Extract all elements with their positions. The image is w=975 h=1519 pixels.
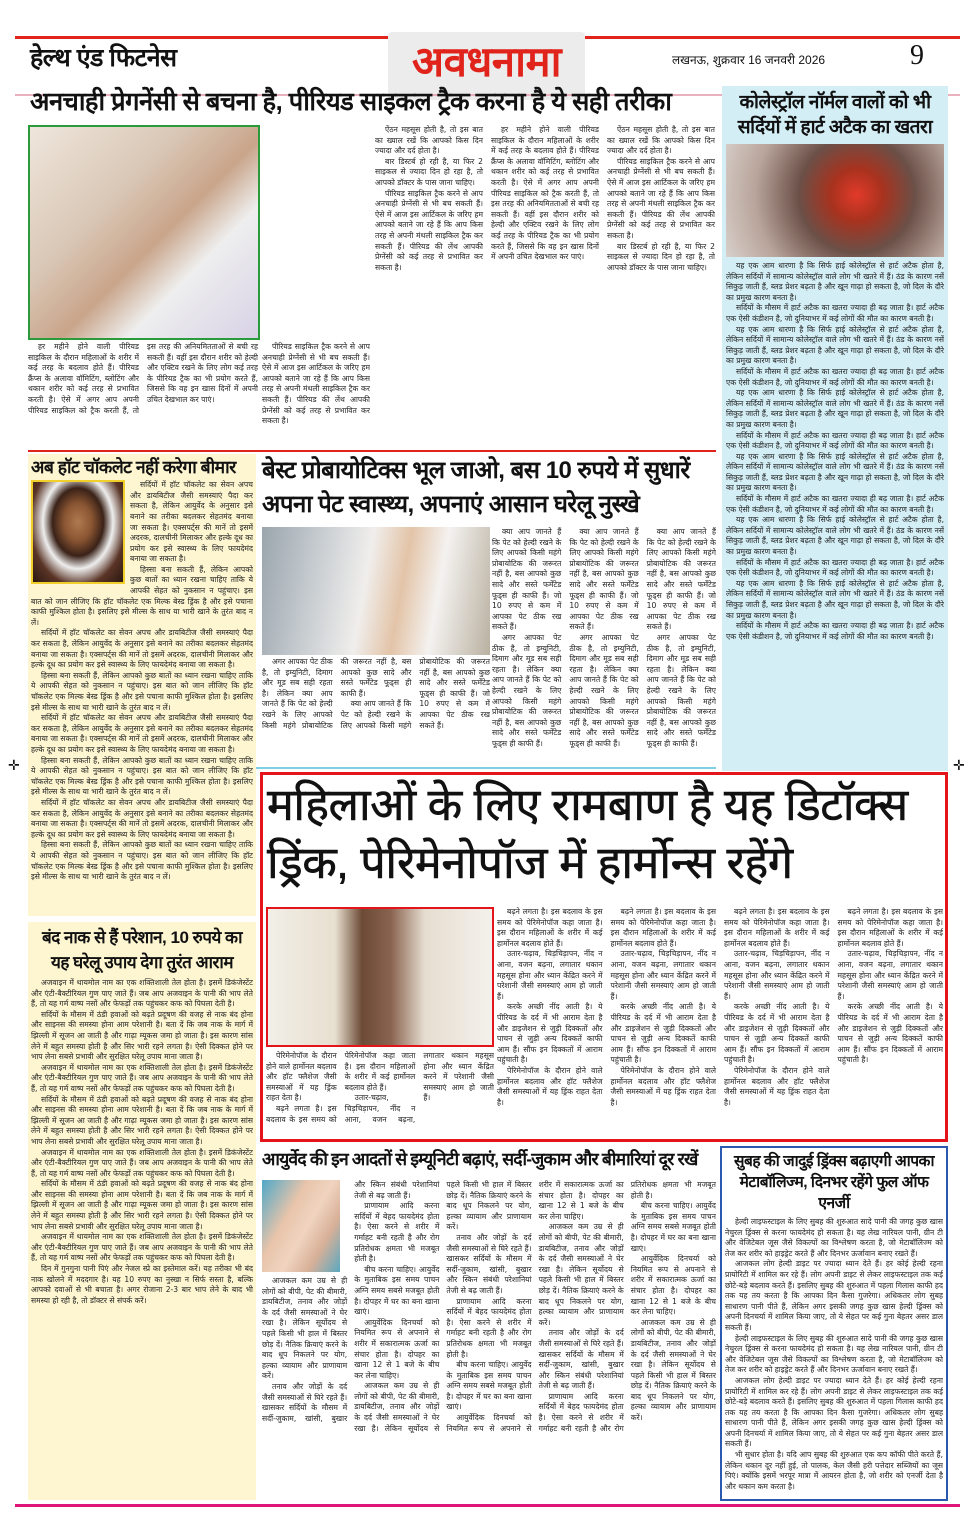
pregnancy-body-left bbox=[28, 342, 258, 442]
logo-text: अवधनामा bbox=[412, 38, 561, 85]
article-paragraph: करके अच्छी नींद आती है। ये पीरियड के दर्द में भी आराम देता है और डाइजेशन से जुड़ी दिक्कतों और पाचन से जुड़ी अन्य दिक्कतें काफी आम हैं। सौंफ इन दिक्कतों में आराम पहुंचाती है। bbox=[497, 1002, 603, 1065]
headline-hot-chocolate: अब हॉट चॉकलेट नहीं करेगा बीमार bbox=[31, 457, 236, 477]
article-paragraph: प्राणायाम आदि करना सर्दियों में बेहद फायदेमंद होता है। ऐसा करने से शरीर में गर्माहट बनी रहती है और रोग प्रतिरोधक क्षमता भी मजबूत होती है। bbox=[446, 1296, 532, 1359]
article-paragraph: हर महीने होने वाली पीरियड साइकिल के दौरान महिलाओं के शरीर में कई तरह के बदलाव होते हैं। पीरियड क्रैंप्स के अलावा वॉमिटिंग, ब्लोटिंग और थकान शरीर को कई तरह से प्रभावित करती है। ऐसे में अगर आप अपनी पीरियड साइकिल को ट्रैक करती हैं, तो इस तरह की अनियमितताओं से बची रह सकती हैं। वहीं इस दौरान शरीर को हेल्दी और एक्टिव रखने के लिए लोग कई तरह के पीरियड ट्रैक का भी प्रयोग करते हैं, जिससे कि वह इन खास दिनों में अपनी उचित देखभाल कर पाएं। bbox=[491, 125, 599, 262]
detox-body-right bbox=[497, 907, 943, 1135]
article-paragraph: हेल्दी लाइफस्टाइल के लिए सुबह की शुरुआत सादे पानी की जगह कुछ खास नेचुरल ड्रिंक्स से करना फायदेमंद हो सकता है। यह लेख नारियल पानी, ग्रीन टी और वेजिटेबल जूस जैसे विकल्पों का विश्लेषण करता है, जो मेटाबॉलिज्म को तेज कर शरीर को हाइड्रेट करते हैं और दिनभर ऊर्जावान बनाए रखते हैं। bbox=[725, 1333, 943, 1375]
headline-ayurveda: आयुर्वेद की इन आदतों से इम्यूनिटी बढ़ाएं, सर्दी-जुकाम और बीमारियां दूर रखें bbox=[262, 1149, 698, 1169]
ayurveda-photo bbox=[262, 1180, 340, 1272]
cholesterol-box bbox=[722, 86, 948, 771]
article-paragraph: आयुर्वेदिक दिनचर्या को नियमित रूप से अपनाने से शरीर में सकारात्मक ऊर्जा का संचार होता है। दोपहर का खाना 12 से 1 बजे के बीच कर लेना चाहिए। bbox=[630, 1254, 716, 1317]
article-paragraph: आयुर्वेदिक दिनचर्या को नियमित रूप से अपनाने से शरीर में सकारात्मक ऊर्जा का संचार होता है। दोपहर का खाना 12 से 1 बजे के बीच कर लेना चाहिए। bbox=[354, 1317, 440, 1380]
article-paragraph: बढ़ने लगता है। इस बदलाव के इस समय को पेरिमेनोपॉज कहा जाता है। इस दौरान महिलाओं के शरीर में कई हार्मोनल बदलाव होते हैं। bbox=[610, 907, 716, 948]
article-paragraph: हेल्दी लाइफस्टाइल के लिए सुबह की शुरुआत सादे पानी की जगह कुछ खास नेचुरल ड्रिंक्स से करना फायदेमंद हो सकता है। यह लेख नारियल पानी, ग्रीन टी और वेजिटेबल जूस जैसे विकल्पों का विश्लेषण करता है, जो मेटाबॉलिज्म को तेज कर शरीर को हाइड्रेट करते हैं और दिनभर ऊर्जावान बनाए रखते हैं। bbox=[725, 1217, 943, 1258]
article-paragraph: बीच करना चाहिए। आयुर्वेद के मुताबिक इस समय पाचन अग्नि समय सबसे मजबूत होती है। दोपहर में घर का बना खाना खाएं। bbox=[630, 1201, 716, 1253]
headline-probiotic: बेस्ट प्रोबायोटिक्स भूल जाओ, बस 10 रुपये में सुधारें अपना पेट स्वास्थ्य, अपनाएं आसान घरेलू नुस्खे bbox=[262, 457, 690, 518]
article-paragraph: पीरियड साइकिल ट्रैक करने से आप अनचाही प्रेग्नेंसी से भी बच सकती हैं। ऐसे में आज इस आर्टिकल के जरिए हम आपको बताने जा रहे हैं कि आप किस तरह से अपनी मंथली साइकिल ट्रैक कर सकती हैं। पीरियड की लेंथ आपकी प्रेग्नेंसी को कई तरह से प्रभावित कर सकता है। bbox=[607, 156, 715, 240]
article-paragraph: भी सुधार होता है। यदि आप सुबह की शुरुआत एक कप कॉफी पीते करते हैं, लेकिन थकान दूर नहीं हुई, तो पालक, केल जैसी हरी पत्तेदार सब्जियों का जूस पिएं। क्योंकि इसमें भरपूर मात्रा में आयरन होता है, जो शरीर को एनर्जी देता है और थकान कम करता है। bbox=[725, 1450, 943, 1491]
article-paragraph: यह एक आम धारणा है कि सिर्फ हाई कोलेस्ट्रॉल से हार्ट अटैक होता है, लेकिन सर्दियों में सामान्य कोलेस्ट्रॉल वाले लोग भी खतरे में हैं। ठंड के कारण नसें सिकुड़ जाती हैं, ब्लड प्रेशर बढ़ता है और खून गाढ़ा हो सकता है, जो दिल के दौरे का प्रमुख कारण बनता है। bbox=[726, 388, 944, 429]
article-paragraph: प्राणायाम आदि करना सर्दियों में बेहद फायदेमंद होता है। ऐसा करने से शरीर में गर्माहट बनी रहती है और रोग प्रतिरोधक क्षमता भी मजबूत होती है। bbox=[354, 1201, 440, 1264]
headline-cholesterol: कोलेस्ट्रॉल नॉर्मल वालों को भी सर्दियों में हार्ट अटैक का खतरा bbox=[737, 92, 933, 138]
article-paragraph: करके अच्छी नींद आती है। ये पीरियड के दर्द में भी आराम देता है और डाइजेशन से जुड़ी दिक्कतों और पाचन से जुड़ी अन्य दिक्कतें काफी आम हैं। सौंफ इन दिक्कतों में आराम पहुंचाती है। bbox=[837, 1002, 943, 1065]
article-paragraph: तनाव और जोड़ों के दर्द जैसी समस्याओं से घिरे रहते हैं। खासकर सर्दियों के मौसम में सर्दी-जुकाम, खांसी, बुखार और स्किन संबंधी परेशानियां तेजी से बढ़ जाती हैं। bbox=[446, 1232, 532, 1295]
article-paragraph: प्राणायाम आदि करना सर्दियों में बेहद फायदेमंद होता है। ऐसा करने से शरीर में गर्माहट बनी रहती है और रोग प्रतिरोधक क्षमता भी मजबूत होती है। bbox=[538, 1180, 716, 1433]
article-paragraph: सर्दियों में हॉट चॉकलेट का सेवन अपच और डायबिटीज जैसी समस्याएं पैदा कर सकता है, लेकिन आयुर्वेद के अनुसार इसे बनाने का तरीका बदलकर सेहतमंद बनाया जा सकता है। एक्सपर्ट्स की मानें तो इसमें अदरक, दालचीनी मिलाकर और हल्के दूध का प्रयोग कर इसे स्वास्थ्य के लिए फायदेमंद बनाया जा सकता है। bbox=[31, 628, 253, 670]
hot-chocolate-box bbox=[28, 454, 256, 916]
hot-chocolate-photo bbox=[31, 480, 125, 584]
article-paragraph: तनाव और जोड़ों के दर्द जैसी समस्याओं से घिरे रहते हैं। खासकर सर्दियों के मौसम में सर्दी-जुकाम, खांसी, बुखार और स्किन संबंधी परेशानियां तेजी से बढ़ जाती हैं। bbox=[538, 1328, 624, 1391]
probiotic-body-right bbox=[492, 527, 716, 760]
article-paragraph: सर्दियों के मौसम में हार्ट अटैक का खतरा ज्यादा ही बढ़ जाता है। हार्ट अटैक एक ऐसी कंडीशन है, जो दुनियाभर में कई लोगों की मौत का कारण बनती है। bbox=[726, 366, 944, 387]
article-paragraph: सर्दियों में हॉट चॉकलेट का सेवन अपच और डायबिटीज जैसी समस्याएं पैदा कर सकता है, लेकिन आयुर्वेद के अनुसार इसे बनाने का तरीका बदलकर सेहतमंद बनाया जा सकता है। एक्सपर्ट्स की मानें तो इसमें अदरक, दालचीनी मिलाकर और हल्के दूध का प्रयोग कर इसे स्वास्थ्य के लिए फायदेमंद बनाया जा सकता है। bbox=[31, 713, 253, 754]
article-paragraph: उतार-चढ़ाव, चिड़चिड़ापन, नींद न आना, वजन बढ़ना, लगातार थकान महसूस होना और ध्यान केंद्रित करने में परेशानी जैसी समस्याएं आम हो जाती हैं। bbox=[837, 949, 943, 1001]
article-paragraph: बढ़ने लगता है। इस बदलाव के इस समय को पेरिमेनोपॉज कहा जाता है। इस दौरान महिलाओं के शरीर में कई हार्मोनल बदलाव होते हैं। bbox=[497, 907, 603, 948]
article-paragraph: सर्दियों के मौसम में ठंडी हवाओं को बढ़ते प्रदूषण की वजह से नाक बंद होना और साइनस की समस्या होना आम परेशानी है। बता दें कि जब नाक के मार्ग में झिल्ली में सूजन आ जाती है और गाढ़ा म्यूकस जमा हो जाता है। इस कारण सांस लेने में बहुत समस्या होती है और सिर भारी रहने लगता है। ऐसी दिक्कत होने पर भाप लेना सबसे प्रभावी और सुरक्षित घरेलू उपाय माना जाता है। bbox=[31, 1094, 253, 1146]
headline-nasal: बंद नाक से हैं परेशान, 10 रुपये का यह घरेलू उपाय देगा तुरंत आराम bbox=[42, 928, 242, 972]
article-paragraph: ऐंठन महसूस होती है, तो इस बात का ख्याल रखें कि आपको किस दिन ज्यादा और दर्द होता है। bbox=[375, 125, 483, 156]
headline-pregnancy: अनचाही प्रेगनेंसी से बचना है, पीरियड साइकल ट्रैक करना है ये सही तरीका bbox=[30, 88, 672, 116]
article-paragraph: सर्दियों के मौसम में ठंडी हवाओं को बढ़ते प्रदूषण की वजह से नाक बंद होना और साइनस की समस्या होना आम परेशानी है। बता दें कि जब नाक के मार्ग में झिल्ली में सूजन आ जाती है और गाढ़ा म्यूकस जमा हो जाता है। इस कारण सांस लेने में बहुत समस्या होती है और सिर भारी रहने लगता है। ऐसी दिक्कत होने पर भाप लेना सबसे प्रभावी और सुरक्षित घरेलू उपाय माना जाता है। bbox=[31, 1009, 253, 1062]
article-paragraph: यह एक आम धारणा है कि सिर्फ हाई कोलेस्ट्रॉल से हार्ट अटैक होता है, लेकिन सर्दियों में सामान्य कोलेस्ट्रॉल वाले लोग भी खतरे में हैं। ठंड के कारण नसें सिकुड़ जाती हैं, ब्लड प्रेशर बढ़ता है और खून गाढ़ा हो सकता है, जो दिल के दौरे का प्रमुख कारण बनता है। bbox=[726, 451, 944, 493]
probiotic-body-left bbox=[262, 657, 490, 760]
article-paragraph: उतार-चढ़ाव, चिड़चिड़ापन, नींद न आना, वजन बढ़ना, लगातार थकान महसूस होना और ध्यान केंद्रित करने में परेशानी जैसी समस्याएं आम हो जाती हैं। bbox=[724, 949, 830, 1001]
article-paragraph: आजकल कम उम्र से ही लोगों को बीपी, पेट की बीमारी, डायबिटीज, तनाव और जोड़ों के दर्द जैसी समस्याओं ने घेर रखा है। लेकिन सूर्योदय से पहले किसी भी हाल में बिस्तर छोड़ दें। नैतिक क्रियाएं करने के बाद धूप निकलने पर योग, हल्का व्यायाम और प्राणायाम करें। bbox=[538, 1222, 624, 1327]
article-paragraph: हिस्सा बना सकती हैं, लेकिन आपको कुछ बातों का ध्यान रखना चाहिए ताकि ये आपकी सेहत को नुकसान न पहुंचाए। इस बात को जान लीजिए कि हॉट चॉकलेट एक मिल्क बेस्ड ड्रिंक है और इसे पचाना काफी मुश्किल होता है। इसलिए इसे मील्स के साथ या भारी खाने के तुरंत बाद न लें। bbox=[31, 755, 253, 797]
nasal-body bbox=[31, 978, 253, 1498]
article-paragraph: उतार-चढ़ाव, चिड़चिड़ापन, नींद न आना, वजन बढ़ना, लगातार थकान महसूस होना और ध्यान केंद्रित करने में परेशानी जैसी समस्याएं आम हो जाती हैं। bbox=[344, 1051, 494, 1124]
article-paragraph: अजवाइन में थायमोल नाम का एक शक्तिशाली तेल होता है। इसमें डिकंजेस्टेंट और एंटी-बैक्टीरियल गुण पाए जाते हैं। जब आप अजवाइन के पानी की भाप लेते हैं, तो यह गर्म वाष्प नसों और फेफड़ों तक पहुंचकर कफ को पिघला देती है। bbox=[31, 1147, 253, 1178]
article-paragraph: हिस्सा बना सकती हैं, लेकिन आपको कुछ बातों का ध्यान रखना चाहिए ताकि ये आपकी सेहत को नुकसान न पहुंचाए। इस बात को जान लीजिए कि हॉट चॉकलेट एक मिल्क बेस्ड ड्रिंक है और इसे पचाना काफी मुश्किल होता है। इसलिए इसे मील्स के साथ या भारी खाने के तुरंत बाद न लें। bbox=[31, 564, 253, 627]
article-paragraph: आजकल कम उम्र से ही लोगों को बीपी, पेट की बीमारी, डायबिटीज, तनाव और जोड़ों के दर्द जैसी समस्याओं ने घेर रखा है। लेकिन सूर्योदय से पहले किसी भी हाल में बिस्तर छोड़ दें। नैतिक क्रियाएं करने के बाद धूप निकलने पर योग, हल्का व्यायाम और प्राणायाम करें। bbox=[630, 1317, 716, 1423]
article-paragraph: सर्दियों के मौसम में हार्ट अटैक का खतरा ज्यादा ही बढ़ जाता है। हार्ट अटैक एक ऐसी कंडीशन है, जो दुनियाभर में कई लोगों की मौत का कारण बनती है। bbox=[726, 621, 944, 641]
bottom-rule bbox=[15, 1504, 960, 1507]
article-paragraph: बार डिस्टर्ब हो रही है, या फिर 2 साइकल से ज्यादा दिन हो रहा है, तो आपको डॉक्टर के पास जाना चाहिए। bbox=[607, 241, 715, 272]
article-paragraph: पेरिमेनोपॉज के दौरान होने वाले हार्मोनल बदलाव और हॉट फ्लैशेज जैसी समस्याओं में यह ड्रिंक राहत देता है। bbox=[497, 1065, 603, 1107]
article-paragraph: क्या आप जानते हैं कि पेट को हेल्दी रखने के लिए आपको किसी महंगे प्रोबायोटिक की जरूरत नहीं है, बस आपको कुछ सादे और सस्ते फर्मेंटेड फूड्स ही काफी हैं। जो 10 रुपए से कम में आपका पेट ठीक रख सकते हैं। bbox=[569, 527, 639, 632]
article-paragraph: यह एक आम धारणा है कि सिर्फ हाई कोलेस्ट्रॉल से हार्ट अटैक होता है, लेकिन सर्दियों में सामान्य कोलेस्ट्रॉल वाले लोग भी खतरे में हैं। ठंड के कारण नसें सिकुड़ जाती हैं, ब्लड प्रेशर बढ़ता है और खून गाढ़ा हो सकता है, जो दिल के दौरे का प्रमुख कारण बनता है। bbox=[726, 261, 944, 302]
article-paragraph: पेरिमेनोपॉज के दौरान होने वाले हार्मोनल बदलाव और हॉट फ्लैशेज जैसी समस्याओं में यह ड्रिंक राहत देता है। bbox=[610, 1065, 716, 1107]
headline-detox-1: महिलाओं के लिए रामबाण है यह डिटॉक्स bbox=[267, 779, 908, 830]
article-paragraph: अजवाइन में थायमोल नाम का एक शक्तिशाली तेल होता है। इसमें डिकंजेस्टेंट और एंटी-बैक्टीरियल गुण पाए जाते हैं। जब आप अजवाइन के पानी की भाप लेते हैं, तो यह गर्म वाष्प नसों और फेफड़ों तक पहुंचकर कफ को पिघला देती है। bbox=[31, 978, 253, 1009]
metabolism-body bbox=[725, 1217, 943, 1517]
article-paragraph: बढ़ने लगता है। इस बदलाव के इस समय को पेरिमेनोपॉज कहा जाता है। इस दौरान महिलाओं के शरीर में कई हार्मोनल बदलाव होते हैं। bbox=[266, 1051, 416, 1124]
headline-metabolism: सुबह की जादुई ड्रिंक्स बढ़ाएगी आपका मेटाबॉलिज्म, दिनभर रहेंगे फुल ऑफ एनर्जी bbox=[734, 1153, 934, 1212]
article-paragraph: आजकल कम उम्र से ही लोगों को बीपी, पेट की बीमारी, डायबिटीज, तनाव और जोड़ों के दर्द जैसी समस्याओं ने घेर रखा है। लेकिन सूर्योदय से पहले किसी भी हाल में बिस्तर छोड़ दें। नैतिक क्रियाएं करने के बाद धूप निकलने पर योग, हल्का व्यायाम और प्राणायाम करें। bbox=[354, 1180, 532, 1433]
article-paragraph: सर्दियों के मौसम में हार्ट अटैक का खतरा ज्यादा ही बढ़ जाता है। हार्ट अटैक एक ऐसी कंडीशन है, जो दुनियाभर में कई लोगों की मौत का कारण बनती है। bbox=[726, 557, 944, 578]
article-paragraph: बीच करना चाहिए। आयुर्वेद के मुताबिक इस समय पाचन अग्नि समय सबसे मजबूत होती है। दोपहर में घर का बना खाना खाएं। bbox=[354, 1264, 440, 1317]
article-paragraph: हर महीने होने वाली पीरियड साइकिल के दौरान महिलाओं के शरीर में कई तरह के बदलाव होते हैं। पीरियड क्रैंप्स के अलावा वॉमिटिंग, ब्लोटिंग और थकान शरीर को कई तरह से प्रभावित करती है। ऐसे में अगर आप अपनी पीरियड साइकिल को ट्रैक करती हैं, तो इस तरह की अनियमितताओं से बची रह सकती हैं। वहीं इस दौरान शरीर को हेल्दी और एक्टिव रखने के लिए लोग कई तरह के पीरियड ट्रैक का भी प्रयोग करते हैं, जिससे कि वह इन खास दिनों में अपनी उचित देखभाल कर पाएं। bbox=[28, 342, 258, 415]
hot-chocolate-body bbox=[31, 480, 253, 910]
pregnancy-body-right bbox=[262, 342, 370, 442]
probiotic-photo bbox=[262, 527, 490, 655]
article-paragraph: यह एक आम धारणा है कि सिर्फ हाई कोलेस्ट्रॉल से हार्ट अटैक होता है, लेकिन सर्दियों में सामान्य कोलेस्ट्रॉल वाले लोग भी खतरे में हैं। ठंड के कारण नसें सिकुड़ जाती हैं, ब्लड प्रेशर बढ़ता है और खून गाढ़ा हो सकता है, जो दिल के दौरे का प्रमुख कारण बनता है। bbox=[726, 578, 944, 620]
article-paragraph: ऐंठन महसूस होती है, तो इस बात का ख्याल रखें कि आपको किस दिन ज्यादा और दर्द होता है। bbox=[607, 125, 715, 156]
article-paragraph: उतार-चढ़ाव, चिड़चिड़ापन, नींद न आना, वजन बढ़ना, लगातार थकान महसूस होना और ध्यान केंद्रित करने में परेशानी जैसी समस्याएं आम हो जाती हैं। bbox=[610, 949, 716, 1001]
article-paragraph: क्या आप जानते हैं कि पेट को हेल्दी रखने के लिए आपको किसी महंगे प्रोबायोटिक की जरूरत नहीं है, बस आपको कुछ सादे और सस्ते फर्मेंटेड फूड्स ही काफी हैं। जो 10 रुपए से कम में आपका पेट ठीक रख सकते हैं। bbox=[340, 657, 490, 730]
article-paragraph: यह एक आम धारणा है कि सिर्फ हाई कोलेस्ट्रॉल से हार्ट अटैक होता है, लेकिन सर्दियों में सामान्य कोलेस्ट्रॉल वाले लोग भी खतरे में हैं। ठंड के कारण नसें सिकुड़ जाती हैं, ब्लड प्रेशर बढ़ता है और खून गाढ़ा हो सकता है, जो दिल के दौरे का प्रमुख कारण बनता है। bbox=[726, 324, 944, 366]
article-paragraph: बढ़ने लगता है। इस बदलाव के इस समय को पेरिमेनोपॉज कहा जाता है। इस दौरान महिलाओं के शरीर में कई हार्मोनल बदलाव होते हैं। bbox=[724, 907, 830, 948]
section-divider bbox=[28, 450, 716, 452]
article-paragraph: पीरियड साइकिल ट्रैक करने से आप अनचाही प्रेग्नेंसी से भी बच सकती हैं। ऐसे में आज इस आर्टिकल के जरिए हम आपको बताने जा रहे हैं कि आप किस तरह से अपनी मंथली साइकिल ट्रैक कर सकती हैं। पीरियड की लेंथ आपकी प्रेग्नेंसी को कई तरह से प्रभावित कर सकता है। bbox=[262, 342, 370, 426]
article-paragraph: सर्दियों में हॉट चॉकलेट का सेवन अपच और डायबिटीज जैसी समस्याएं पैदा कर सकता है, लेकिन आयुर्वेद के अनुसार इसे बनाने का तरीका बदलकर सेहतमंद बनाया जा सकता है। एक्सपर्ट्स की मानें तो इसमें अदरक, दालचीनी मिलाकर और हल्के दूध का प्रयोग कर इसे स्वास्थ्य के लिए फायदेमंद बनाया जा सकता है। bbox=[130, 480, 253, 564]
detox-box bbox=[260, 772, 948, 1142]
dateline: लखनऊ, शुक्रवार 16 जनवरी 2026 bbox=[672, 53, 826, 67]
article-paragraph: बार डिस्टर्ब हो रही है, या फिर 2 साइकल से ज्यादा दिन हो रहा है, तो आपको डॉक्टर के पास जाना चाहिए। bbox=[375, 156, 483, 187]
metabolism-box bbox=[720, 1146, 948, 1501]
article-paragraph: सर्दियों के मौसम में ठंडी हवाओं को बढ़ते प्रदूषण की वजह से नाक बंद होना और साइनस की समस्या होना आम परेशानी है। बता दें कि जब नाक के मार्ग में झिल्ली में सूजन आ जाती है और गाढ़ा म्यूकस जमा हो जाता है। इस कारण सांस लेने में बहुत समस्या होती है और सिर भारी रहने लगता है। ऐसी दिक्कत होने पर भाप लेना सबसे प्रभावी और सुरक्षित घरेलू उपाय माना जाता है। bbox=[31, 1179, 253, 1231]
cholesterol-body bbox=[726, 261, 944, 766]
nasal-box bbox=[28, 922, 256, 1500]
article-paragraph: उतार-चढ़ाव, चिड़चिड़ापन, नींद न आना, वजन बढ़ना, लगातार थकान महसूस होना और ध्यान केंद्रित करने में परेशानी जैसी समस्याएं आम हो जाती हैं। bbox=[497, 949, 603, 1001]
article-paragraph: क्या आप जानते हैं कि पेट को हेल्दी रखने के लिए आपको किसी महंगे प्रोबायोटिक की जरूरत नहीं है, बस आपको कुछ सादे और सस्ते फर्मेंटेड फूड्स ही काफी हैं। जो 10 रुपए से कम में आपका पेट ठीक रख सकते हैं। bbox=[646, 527, 716, 632]
article-paragraph: हिस्सा बना सकती हैं, लेकिन आपको कुछ बातों का ध्यान रखना चाहिए ताकि ये आपकी सेहत को नुकसान न पहुंचाए। इस बात को जान लीजिए कि हॉट चॉकलेट एक मिल्क बेस्ड ड्रिंक है और इसे पचाना काफी मुश्किल होता है। इसलिए इसे मील्स के साथ या भारी खाने के तुरंत बाद न लें। bbox=[31, 840, 253, 882]
article-paragraph: बीच करना चाहिए। आयुर्वेद के मुताबिक इस समय पाचन अग्नि समय सबसे मजबूत होती है। दोपहर में घर का बना खाना खाएं। bbox=[446, 1360, 532, 1412]
article-paragraph: पेरिमेनोपॉज के दौरान होने वाले हार्मोनल बदलाव और हॉट फ्लैशेज जैसी समस्याओं में यह ड्रिंक राहत देता है। bbox=[724, 1065, 830, 1107]
article-paragraph: करके अच्छी नींद आती है। ये पीरियड के दर्द में भी आराम देता है और डाइजेशन से जुड़ी दिक्कतों और पाचन से जुड़ी अन्य दिक्कतें काफी आम हैं। सौंफ इन दिक्कतों में आराम पहुंचाती है। bbox=[610, 1002, 716, 1065]
article-paragraph: अजवाइन में थायमोल नाम का एक शक्तिशाली तेल होता है। इसमें डिकंजेस्टेंट और एंटी-बैक्टीरियल गुण पाए जाते हैं। जब आप अजवाइन के पानी की भाप लेते हैं, तो यह गर्म वाष्प नसों और फेफड़ों तक पहुंचकर कफ को पिघला देती है। bbox=[31, 1232, 253, 1263]
cyan-rule bbox=[256, 767, 716, 769]
article-paragraph: आजकल लोग हेल्दी डाइट पर ज्यादा ध्यान देते हैं। हर कोई हेल्दी रहना प्रायोरिटी में शामिल कर रहे हैं। लोग अपनी डाइट से लेकर लाइफस्टाइल तक कई छोटे-बड़े बदलाव करते हैं। इसलिए सुबह की शुरुआत में पहला गिलास काफी हद तक यह तय करता है कि आपका दिन कैसा गुजरेगा। अधिकतर लोग सुबह साधारण पानी पीते हैं, लेकिन अगर इसकी जगह कुछ खास हेल्दी ड्रिंक्स को अपनी दिनचर्या में शामिल किया जाए, तो ये सेहत पर कई गुना बेहतर असर डाल सकती हैं। bbox=[725, 1259, 943, 1332]
article-paragraph: अगर आपका पेट ठीक है, तो इम्युनिटी, दिमाग और मूड सब सही रहता है। लेकिन क्या आप जानते हैं कि पेट को हेल्दी रखने के लिए आपको किसी महंगे प्रोबायोटिक की जरूरत नहीं है, बस आपको कुछ सादे और सस्ते फर्मेंटेड फूड्स ही काफी हैं। bbox=[262, 657, 412, 730]
article-paragraph: क्या आप जानते हैं कि पेट को हेल्दी रखने के लिए आपको किसी महंगे प्रोबायोटिक की जरूरत नहीं है, बस आपको कुछ सादे और सस्ते फर्मेंटेड फूड्स ही काफी हैं। जो 10 रुपए से कम में आपका पेट ठीक रख सकते हैं। bbox=[492, 527, 562, 632]
pregnancy-photo bbox=[28, 125, 260, 340]
article-paragraph: आजकल लोग हेल्दी डाइट पर ज्यादा ध्यान देते हैं। हर कोई हेल्दी रहना प्रायोरिटी में शामिल कर रहे हैं। लोग अपनी डाइट से लेकर लाइफस्टाइल तक कई छोटे-बड़े बदलाव करते हैं। इसलिए सुबह की शुरुआत में पहला गिलास काफी हद तक यह तय करता है कि आपका दिन कैसा गुजरेगा। अधिकतर लोग सुबह साधारण पानी पीते हैं, लेकिन अगर इसकी जगह कुछ खास हेल्दी ड्रिंक्स को अपनी दिनचर्या में शामिल किया जाए, तो ये सेहत पर कई गुना बेहतर असर डाल सकती हैं। bbox=[725, 1375, 943, 1449]
article-paragraph: सर्दियों के मौसम में हार्ट अटैक का खतरा ज्यादा ही बढ़ जाता है। हार्ट अटैक एक ऐसी कंडीशन है, जो दुनियाभर में कई लोगों की मौत का कारण बनती है। bbox=[726, 303, 944, 323]
article-paragraph: सर्दियों में हॉट चॉकलेट का सेवन अपच और डायबिटीज जैसी समस्याएं पैदा कर सकता है, लेकिन आयुर्वेद के अनुसार इसे बनाने का तरीका बदलकर सेहतमंद बनाया जा सकता है। एक्सपर्ट्स की मानें तो इसमें अदरक, दालचीनी मिलाकर और हल्के दूध का प्रयोग कर इसे स्वास्थ्य के लिए फायदेमंद बनाया जा सकता है। bbox=[31, 797, 253, 839]
article-paragraph: आयुर्वेदिक दिनचर्या को नियमित रूप से अपनाने से शरीर में सकारात्मक ऊर्जा का संचार होता है। दोपहर का खाना 12 से 1 बजे के बीच कर लेना चाहिए। bbox=[446, 1180, 624, 1433]
article-paragraph: हिस्सा बना सकती हैं, लेकिन आपको कुछ बातों का ध्यान रखना चाहिए ताकि ये आपकी सेहत को नुकसान न पहुंचाए। इस बात को जान लीजिए कि हॉट चॉकलेट एक मिल्क बेस्ड ड्रिंक है और इसे पचाना काफी मुश्किल होता है। इसलिए इसे मील्स के साथ या भारी खाने के तुरंत बाद न लें। bbox=[31, 670, 253, 712]
heart-attack-photo bbox=[726, 144, 944, 257]
page-number: 9 bbox=[910, 40, 924, 71]
article-paragraph: करके अच्छी नींद आती है। ये पीरियड के दर्द में भी आराम देता है और डाइजेशन से जुड़ी दिक्कतों और पाचन से जुड़ी अन्य दिक्कतें काफी आम हैं। सौंफ इन दिक्कतों में आराम पहुंचाती है। bbox=[724, 1002, 830, 1065]
headline-detox-2: ड्रिंक, पेरिमेनोपॉज में हार्मोन्स रहेंगे bbox=[267, 837, 793, 888]
article-paragraph: अगर आपका पेट ठीक है, तो इम्युनिटी, दिमाग और मूड सब सही रहता है। लेकिन क्या आप जानते हैं कि पेट को हेल्दी रखने के लिए आपको किसी महंगे प्रोबायोटिक की जरूरत नहीं है, बस आपको कुछ सादे और सस्ते फर्मेंटेड फूड्स ही काफी हैं। bbox=[569, 632, 639, 748]
article-paragraph: सर्दियों के मौसम में हार्ट अटैक का खतरा ज्यादा ही बढ़ जाता है। हार्ट अटैक एक ऐसी कंडीशन है, जो दुनियाभर में कई लोगों की मौत का कारण बनती है। bbox=[726, 430, 944, 451]
article-paragraph: दिन में गुनगुना पानी पिएं और नेजल स्प्रे का इस्तेमाल करें। यह तरीका भी बंद नाक खोलने में मददगार है। यह 10 रुपए का नुस्खा न सिर्फ सस्ता है, बल्कि आपको दवाओं से भी बचाता है। अगर रोजाना 2-3 बार भाप लेने के बाद भी समस्या हो रही है, तो डॉक्टर से संपर्क करें। bbox=[31, 1264, 253, 1305]
crop-mark-right: ✛ bbox=[953, 758, 965, 774]
article-paragraph: यह एक आम धारणा है कि सिर्फ हाई कोलेस्ट्रॉल से हार्ट अटैक होता है, लेकिन सर्दियों में सामान्य कोलेस्ट्रॉल वाले लोग भी खतरे में हैं। ठंड के कारण नसें सिकुड़ जाती हैं, ब्लड प्रेशर बढ़ता है और खून गाढ़ा हो सकता है, जो दिल के दौरे का प्रमुख कारण बनता है। bbox=[726, 515, 944, 557]
article-paragraph: अगर आपका पेट ठीक है, तो इम्युनिटी, दिमाग और मूड सब सही रहता है। लेकिन क्या आप जानते हैं कि पेट को हेल्दी रखने के लिए आपको किसी महंगे प्रोबायोटिक की जरूरत नहीं है, बस आपको कुछ सादे और सस्ते फर्मेंटेड फूड्स ही काफी हैं। bbox=[646, 632, 716, 748]
article-paragraph: आजकल कम उम्र से ही लोगों को बीपी, पेट की बीमारी, डायबिटीज, तनाव और जोड़ों के दर्द जैसी समस्याओं ने घेर रखा है। लेकिन सूर्योदय से पहले किसी भी हाल में बिस्तर छोड़ दें। नैतिक क्रियाएं करने के बाद धूप निकलने पर योग, हल्का व्यायाम और प्राणायाम करें। bbox=[262, 1276, 348, 1381]
article-paragraph: तनाव और जोड़ों के दर्द जैसी समस्याओं से घिरे रहते हैं। खासकर सर्दियों के मौसम में सर्दी-जुकाम, खांसी, बुखार और स्किन संबंधी परेशानियां तेजी से बढ़ जाती हैं। bbox=[262, 1180, 440, 1423]
crop-mark-left: ✛ bbox=[8, 758, 20, 774]
article-paragraph: अजवाइन में थायमोल नाम का एक शक्तिशाली तेल होता है। इसमें डिकंजेस्टेंट और एंटी-बैक्टीरियल गुण पाए जाते हैं। जब आप अजवाइन के पानी की भाप लेते हैं, तो यह गर्म वाष्प नसों और फेफड़ों तक पहुंचकर कफ को पिघला देती है। bbox=[31, 1062, 253, 1093]
pregnancy-body-top bbox=[375, 125, 715, 443]
article-paragraph: पीरियड साइकिल ट्रैक करने से आप अनचाही प्रेग्नेंसी से भी बच सकती हैं। ऐसे में आज इस आर्टिकल के जरिए हम आपको बताने जा रहे हैं कि आप किस तरह से अपनी मंथली साइकिल ट्रैक कर सकती हैं। पीरियड की लेंथ आपकी प्रेग्नेंसी को कई तरह से प्रभावित कर सकता है। bbox=[375, 188, 483, 272]
detox-photo bbox=[266, 907, 494, 1047]
article-paragraph: बढ़ने लगता है। इस बदलाव के इस समय को पेरिमेनोपॉज कहा जाता है। इस दौरान महिलाओं के शरीर में कई हार्मोनल बदलाव होते हैं। bbox=[837, 907, 943, 948]
section-title: हेल्थ एंड फिटनेस bbox=[30, 44, 177, 72]
article-paragraph: सर्दियों के मौसम में हार्ट अटैक का खतरा ज्यादा ही बढ़ जाता है। हार्ट अटैक एक ऐसी कंडीशन है, जो दुनियाभर में कई लोगों की मौत का कारण बनती है। bbox=[726, 494, 944, 514]
article-paragraph: पेरिमेनोपॉज के दौरान होने वाले हार्मोनल बदलाव और हॉट फ्लैशेज जैसी समस्याओं में यह ड्रिंक राहत देता है। bbox=[266, 1051, 337, 1103]
detox-body-left bbox=[266, 1051, 494, 1137]
article-paragraph: अगर आपका पेट ठीक है, तो इम्युनिटी, दिमाग और मूड सब सही रहता है। लेकिन क्या आप जानते हैं कि पेट को हेल्दी रखने के लिए आपको किसी महंगे प्रोबायोटिक की जरूरत नहीं है, बस आपको कुछ सादे और सस्ते फर्मेंटेड फूड्स ही काफी हैं। bbox=[492, 632, 562, 748]
ayurveda-body bbox=[262, 1180, 716, 1500]
